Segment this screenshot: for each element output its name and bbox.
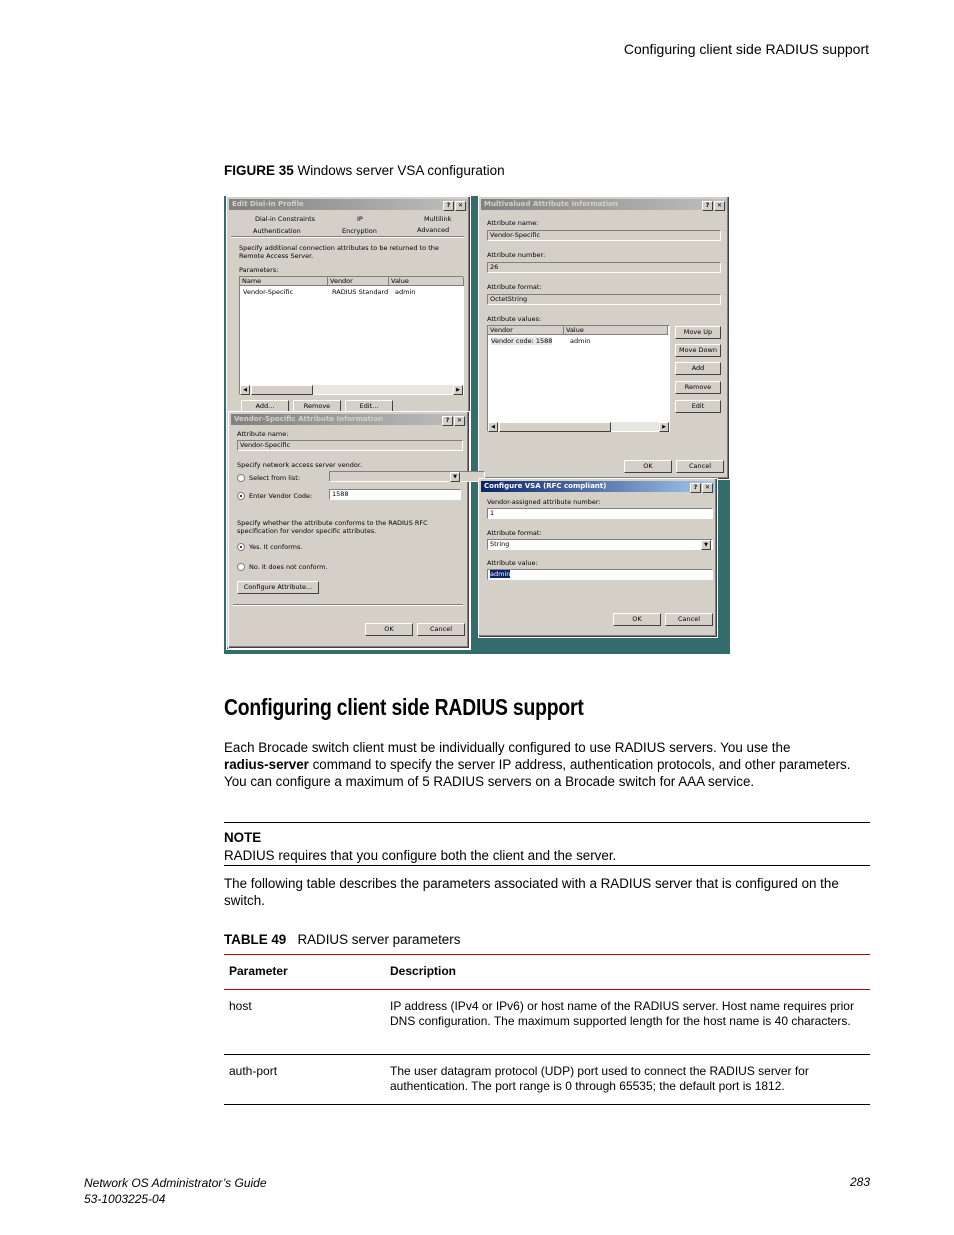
mv-add-button[interactable]: Add bbox=[675, 362, 721, 375]
help-icon[interactable]: ? bbox=[443, 201, 454, 211]
configure-attribute-button[interactable]: Configure Attribute... bbox=[237, 581, 319, 594]
scroll-left-icon[interactable]: ◀ bbox=[240, 385, 250, 395]
table-header-description: Description bbox=[390, 964, 457, 978]
table-row-1-parameter: host bbox=[229, 999, 252, 1013]
figure-caption-text: Windows server VSA configuration bbox=[297, 163, 505, 178]
mv-attr-number-field: 26 bbox=[487, 262, 721, 273]
tab-divider bbox=[231, 236, 464, 238]
mv-attr-number-label: Attribute number: bbox=[487, 251, 546, 259]
intro-paragraph bbox=[224, 739, 872, 790]
parameters-list[interactable] bbox=[239, 276, 464, 395]
mv-row-value[interactable]: admin bbox=[570, 337, 591, 345]
yes-conforms-label[interactable]: Yes. It conforms. bbox=[249, 543, 303, 551]
table-label: TABLE 49 bbox=[224, 932, 287, 947]
scroll-thumb[interactable] bbox=[251, 385, 313, 395]
parameters-label: Parameters: bbox=[239, 266, 279, 274]
table-intro-paragraph: The following table describes the parameters associated with a RADIUS server that is configured on the switch. bbox=[224, 876, 839, 908]
multivalued-window bbox=[478, 196, 730, 480]
column-vendor[interactable]: Vendor bbox=[328, 277, 389, 286]
note-top-rule bbox=[224, 822, 870, 823]
section-heading: Configuring client side RADIUS support bbox=[224, 694, 584, 720]
page-number: 283 bbox=[849, 1175, 870, 1189]
vendor-attr-number-input[interactable]: 1 bbox=[487, 508, 713, 519]
vendor-code-input[interactable]: 1588 bbox=[329, 489, 461, 500]
scroll-thumb[interactable] bbox=[499, 422, 611, 432]
no-conforms-radio[interactable] bbox=[237, 563, 245, 571]
remove-button[interactable]: Remove bbox=[293, 400, 341, 413]
mv-attr-name-field: Vendor-Specific bbox=[487, 230, 721, 241]
table-bottom-rule bbox=[224, 1104, 870, 1105]
help-icon[interactable]: ? bbox=[690, 483, 701, 493]
chevron-down-icon[interactable]: ▼ bbox=[450, 472, 460, 482]
configure-vsa-cancel-button[interactable]: Cancel bbox=[665, 613, 713, 626]
running-header: Configuring client side RADIUS support bbox=[623, 41, 869, 57]
footer-guide-title: Network OS Administrator’s Guide bbox=[84, 1176, 267, 1190]
close-icon[interactable]: ✕ bbox=[702, 483, 713, 493]
mv-attr-values-label: Attribute values: bbox=[487, 315, 542, 323]
mv-row-vendor[interactable]: Vendor code: 1588 bbox=[491, 337, 553, 345]
mv-edit-button[interactable]: Edit bbox=[675, 400, 721, 413]
table-row-2-description: The user datagram protocol (UDP) port used to connect the RADIUS server for authentication. The port range is 0 through 65535; the default port is 1812. bbox=[390, 1064, 809, 1093]
dialin-profile-titlebar bbox=[229, 199, 468, 210]
table-row-divider bbox=[224, 1054, 870, 1055]
scroll-right-icon[interactable]: ▶ bbox=[453, 385, 463, 395]
dialog-divider bbox=[233, 604, 463, 606]
move-down-button[interactable]: Move Down bbox=[675, 344, 721, 357]
vsa-attr-value-label: Attribute value: bbox=[487, 559, 538, 567]
select-from-list-label[interactable]: Select from list: bbox=[249, 474, 301, 482]
horizontal-scrollbar[interactable] bbox=[240, 384, 463, 394]
vsa-attr-format-label: Attribute format: bbox=[487, 529, 542, 537]
vsa-ok-button[interactable]: OK bbox=[365, 623, 413, 636]
intro-text-start: Each Brocade switch client must be individually configured to use RADIUS servers. You use the bbox=[224, 740, 791, 755]
tab-authentication[interactable]: Authentication bbox=[253, 227, 301, 235]
yes-conforms-radio[interactable] bbox=[237, 543, 245, 551]
multivalued-titlebar bbox=[481, 199, 727, 210]
tab-multilink[interactable]: Multilink bbox=[424, 215, 452, 223]
footer-doc-number: 53-1003225-04 bbox=[84, 1192, 166, 1206]
figure-screenshot bbox=[224, 196, 730, 654]
close-icon[interactable]: ✕ bbox=[454, 416, 465, 426]
vsa-info-title: Vendor-Specific Attribute Information bbox=[234, 415, 384, 423]
note-title: NOTE bbox=[224, 830, 262, 845]
vsa-info-window bbox=[228, 411, 470, 649]
horizontal-scrollbar[interactable] bbox=[488, 421, 669, 431]
figure-caption bbox=[224, 163, 505, 178]
table-caption-text: RADIUS server parameters bbox=[297, 932, 461, 947]
param-row-vendor[interactable]: RADIUS Standard bbox=[332, 288, 389, 296]
dialin-description: Specify additional connection attributes to be returned to the Remote Access Server. bbox=[239, 244, 439, 260]
column-value[interactable]: Value bbox=[389, 277, 464, 286]
mv-attr-format-label: Attribute format: bbox=[487, 283, 542, 291]
vsa-attr-value-input[interactable] bbox=[487, 569, 713, 580]
close-icon[interactable]: ✕ bbox=[714, 201, 725, 211]
tab-advanced[interactable]: Advanced bbox=[417, 226, 450, 234]
note-text: RADIUS requires that you configure both the client and the server. bbox=[224, 848, 617, 863]
note-bottom-rule bbox=[224, 865, 870, 866]
help-icon[interactable]: ? bbox=[442, 416, 453, 426]
close-icon[interactable]: ✕ bbox=[455, 201, 466, 211]
vendor-select[interactable] bbox=[329, 471, 485, 482]
mv-values-list[interactable] bbox=[487, 325, 670, 432]
enter-vendor-code-radio[interactable] bbox=[237, 492, 245, 500]
conform-description: Specify whether the attribute conforms to the RADIUS RFC specification for vendor specific attributes. bbox=[237, 519, 428, 535]
tab-ip[interactable]: IP bbox=[357, 215, 363, 223]
add-button[interactable]: Add... bbox=[241, 400, 289, 413]
radius-server-command: radius-server bbox=[224, 757, 309, 772]
scroll-right-icon[interactable]: ▶ bbox=[659, 422, 669, 432]
scroll-left-icon[interactable]: ◀ bbox=[488, 422, 498, 432]
table-header-rule bbox=[224, 989, 870, 990]
intro-text-end: command to specify the server IP address, authentication protocols, and other parameters. You can configure a maximum of 5 RADIUS servers on a Brocade switch for AAA service. bbox=[224, 757, 851, 789]
tab-encryption[interactable]: Encryption bbox=[342, 227, 377, 235]
table-header-parameter: Parameter bbox=[229, 964, 288, 978]
mv-cancel-button[interactable]: Cancel bbox=[676, 460, 724, 473]
enter-vendor-code-label[interactable]: Enter Vendor Code: bbox=[249, 492, 313, 500]
help-icon[interactable]: ? bbox=[702, 201, 713, 211]
column-value[interactable]: Value bbox=[564, 326, 668, 335]
vsa-attr-value-text[interactable]: admin bbox=[490, 570, 511, 578]
move-up-button[interactable]: Move Up bbox=[675, 326, 721, 339]
attr-name-field: Vendor-Specific bbox=[237, 440, 463, 451]
select-from-list-radio[interactable] bbox=[237, 474, 245, 482]
edit-button[interactable]: Edit... bbox=[345, 400, 393, 413]
no-conforms-label[interactable]: No. It does not conform. bbox=[249, 563, 328, 571]
vsa-info-titlebar bbox=[231, 414, 467, 425]
configure-vsa-title: Configure VSA (RFC compliant) bbox=[484, 482, 607, 490]
configure-vsa-window bbox=[478, 478, 718, 638]
table-top-rule bbox=[224, 954, 870, 955]
configure-vsa-ok-button[interactable]: OK bbox=[613, 613, 661, 626]
param-row-value[interactable]: admin bbox=[395, 288, 416, 296]
vsa-cancel-button[interactable]: Cancel bbox=[417, 623, 465, 636]
multivalued-title: Multivalued Attribute Information bbox=[484, 200, 618, 208]
column-name[interactable]: Name bbox=[240, 277, 328, 286]
vendor-attr-number-label: Vendor-assigned attribute number: bbox=[487, 498, 601, 506]
dialin-profile-title: Edit Dial-in Profile bbox=[232, 200, 304, 208]
table-row-2-parameter: auth-port bbox=[229, 1064, 278, 1078]
configure-vsa-titlebar bbox=[481, 481, 715, 492]
mv-attr-name-label: Attribute name: bbox=[487, 219, 539, 227]
figure-label: FIGURE 35 bbox=[224, 163, 294, 178]
attr-name-label: Attribute name: bbox=[237, 430, 289, 438]
tab-dialin-constraints[interactable]: Dial-in Constraints bbox=[255, 215, 316, 223]
param-row-name[interactable]: Vendor-Specific bbox=[243, 288, 294, 296]
mv-remove-button[interactable]: Remove bbox=[675, 381, 721, 394]
chevron-down-icon[interactable]: ▼ bbox=[701, 540, 711, 550]
mv-ok-button[interactable]: OK bbox=[624, 460, 672, 473]
table-row-1-description: IP address (IPv4 or IPv6) or host name of the RADIUS server. Host name requires prior DNS configuration. The maximum supported length for the host name is 40 characters. bbox=[390, 999, 854, 1028]
vsa-attr-format-select[interactable]: String bbox=[487, 539, 713, 550]
vendor-label: Specify network access server vendor. bbox=[237, 461, 363, 469]
table-caption bbox=[224, 932, 460, 947]
column-vendor[interactable]: Vendor bbox=[488, 326, 564, 335]
mv-attr-format-field: OctetString bbox=[487, 294, 721, 305]
